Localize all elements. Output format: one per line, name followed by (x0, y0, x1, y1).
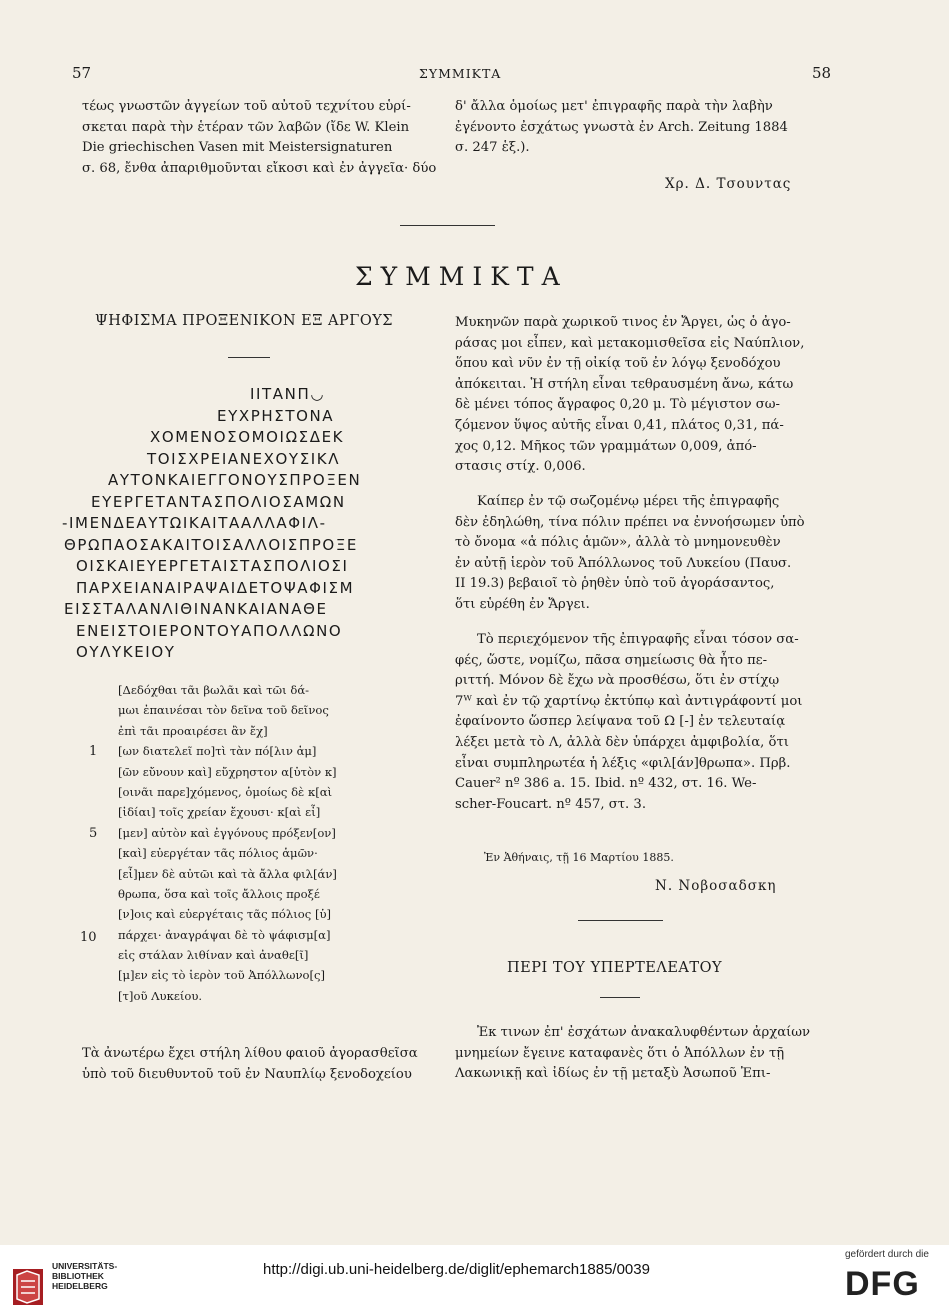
inscription-line: ΘΡΩΠΑΟΣΑΚΑΙΤΟΙΣΑΛΛΟΙΣΠΡΟΞΕ (64, 535, 358, 554)
transcription-line: [εἶ]μεν δὲ αὐτῶι καὶ τὰ ἄλλα φιλ[άν] (118, 866, 337, 881)
text-line: ἐν αὐτῇ ἱερὸν τοῦ Ἀπόλλωνος τοῦ Λυκείου (Παυσ. (455, 555, 792, 571)
library-name (52, 1261, 117, 1291)
transcription-line: [καὶ] εὐεργέταν τᾶς πόλιος ἁμῶν· (118, 846, 318, 861)
inscription-transcription (118, 680, 337, 1006)
text-line: Die griechischen Vasen mit Meistersignaturen (82, 140, 393, 156)
left-bottom-text (82, 1044, 418, 1085)
transcription-line: πάρχει· ἀναγράψαι δὲ τὸ ψάφισμ[α] (118, 927, 331, 942)
transcription-line: [Δεδόχθαι τᾶι βωλᾶι καὶ τῶι δά- (118, 683, 310, 697)
inscription-line: ΑΥΤΟΝΚΑΙΕΓΓΟΝΟΥΣΠΡΟΞΕΝ (108, 471, 362, 489)
transcription-line: εἰς στάλαν λιθίναν καὶ ἀναθε[ῖ] (118, 948, 309, 963)
text-line: scher-Foucart. nº 457, στ. 3. (455, 796, 647, 812)
text-line: εἶναι συμπληρωτέα ἡ λέξις «φιλ[άν]θρωπα». Πρβ. (455, 755, 791, 771)
right-paragraph-2 (455, 492, 805, 616)
section-rule (578, 920, 663, 921)
text-line: σκεται παρὰ τὴν ἑτέραν τῶν λαβῶν (ἴδε W. Klein (82, 119, 410, 135)
text-line: Ἐκ τινων ἐπ' ἐσχάτων ἀνακαλυφθέντων ἀρχαίων (477, 1025, 811, 1040)
text-line: ἐφαίνοντο ὥσπερ λείψανα τοῦ Ω [-] ἐν τελευταίᾳ (455, 714, 786, 730)
right-paragraph-1 (455, 313, 804, 478)
text-line: Cauer² nº 386 a. 15. Ibid. nº 432, στ. 16. We- (455, 776, 757, 792)
article2-title: ΠΕΡΙ ΤΟΥ ΥΠΕΡΤΕΛΕΑΤΟΥ (507, 960, 723, 976)
date-line: Ἐν Ἀθήναις, τῇ 16 Μαρτίου 1885. (484, 851, 674, 864)
line-number: 5 (89, 826, 98, 841)
text-line: δ' ἄλλα ὁμοίως μετ' ἐπιγραφῆς παρὰ τὴν λαβὴν (455, 99, 773, 114)
text-line: II 19.3) βεβαιοῖ τὸ ῥηθὲν ὑπὸ τοῦ ἀγοράσαντος, (455, 576, 775, 592)
text-line: ἀπόκειται. Ἡ στήλη εἶναι τεθραυσμένη ἄνω, κάτω (455, 376, 794, 392)
text-line: ζόμενον ὕψος αὐτῆς εἶναι 0,41, πλάτος 0,31, πά- (455, 417, 784, 433)
running-title: ΣΥΜΜΙΚΤΑ (419, 66, 502, 81)
inscription-line: ΧΟΜΕΝΟΣΟΜΟΙΩΣΔΕΚ (150, 428, 345, 446)
title-rule (600, 997, 640, 998)
text-line: φές, ὥστε, νομίζω, πᾶσα σημείωσις θὰ ἦτο πε- (455, 652, 768, 668)
article2-text (455, 1023, 810, 1085)
left-top-text (82, 97, 436, 179)
author-signature-1: Χρ. Δ. Τσουντας (665, 176, 792, 192)
inscription-line: ΠΑΡΧΕΙΑΝΑΙΡΑΨΑΙΔΕΤΟΨΑΦΙΣΜ (76, 578, 355, 597)
transcription-line: [ῶν εὔνουν καὶ] εὔχρηστον α[ὐτὸν κ] (118, 764, 337, 779)
inscription-facsimile (62, 384, 432, 664)
text-line: στασις στίχ. 0,006. (455, 459, 586, 475)
transcription-line: [οινᾶι παρε]χόμενος, ὁμοίως δὲ κ[αὶ (118, 784, 333, 799)
library-line: HEIDELBERG (52, 1281, 108, 1291)
inscription-line: ΙΙΤΑΝΠ◡ (250, 385, 326, 403)
inscription-line: ΕΙΣΣΤΑΛΑΝΛΙΘΙΝΑΝΚΑΙΑΝΑΘΕ (64, 600, 328, 618)
text-line: ὅπου καὶ νῦν ἐν τῇ οἰκίᾳ τοῦ ἐν λόγῳ ξενοδόχου (455, 356, 781, 372)
text-line: Λακωνικῇ καὶ ἰδίως ἐν τῇ μεταξὺ Ἀσωποῦ Ἐπι- (455, 1066, 771, 1082)
inscription-line: ΕΝΕΙΣΤΟΙΕΡΟΝΤΟΥΑΠΟΛΛΩΝΟ (76, 621, 343, 640)
transcription-line: [ἰδίαι] τοῖς χρείαν ἔχουσι· κ[αὶ εἶ] (118, 805, 321, 820)
inscription-line: ΟΙΣΚΑΙΕΥΕΡΓΕΤΑΙΣΤΑΣΠΟΛΙΟΣΙ (76, 557, 349, 575)
text-line: σ. 247 ἑξ.). (455, 140, 530, 156)
line-number: 10 (80, 930, 97, 945)
transcription-line: [ων διατελεῖ πο]τὶ τὰν πό[λιν ἁμ] (118, 744, 317, 759)
funded-by-label: gefördert durch die (845, 1249, 929, 1260)
text-line: Τὰ ἀνωτέρω ἔχει στήλη λίθου φαιοῦ ἀγορασθεῖσα (82, 1046, 418, 1061)
title-rule (228, 357, 270, 358)
transcription-line: [μεν] αὐτὸν καὶ ἐγγόνους πρόξεν[ον] (118, 825, 336, 840)
text-line: τὸ ὄνομα «ἁ πόλις ἁμῶν», ἀλλὰ τὸ μνημονευθὲν (455, 535, 781, 551)
transcription-line: ἐπὶ τᾶι προαιρέσει ἂν ἔχ] (118, 723, 268, 738)
inscription-line: ΕΥΧΡΗΣΤΟΝΑ (217, 406, 335, 425)
transcription-line: [μ]εν εἰς τὸ ἱερὸν τοῦ Ἀπόλλωνο[ς] (118, 968, 326, 983)
university-seal-icon (10, 1267, 46, 1307)
author-signature-2: Ν. Νοβοσαδσκη (655, 878, 777, 894)
article-title: ΨΗΦΙΣΜΑ ΠΡΟΞΕΝΙΚΟΝ ΕΞ ΑΡΓΟΥΣ (95, 313, 394, 329)
text-line: λέξει μετὰ τὸ Λ, ἀλλὰ δὲν ὑπάρχει ἀμφιβολία, ὅτι (455, 734, 789, 750)
inscription-line: -ΙΜΕΝΔΕΑΥΤΩΙΚΑΙΤΑΑΛΛΑΦΙΛ- (62, 514, 327, 532)
text-line: Τὸ περιεχόμενον τῆς ἐπιγραφῆς εἶναι τόσον σα- (477, 632, 799, 647)
page-number-right: 58 (812, 64, 832, 82)
inscription-line: ΕΥΕΡΓΕΤΑΝΤΑΣΠΟΛΙΟΣΑΜΩΝ (91, 492, 346, 511)
text-line: τέως γνωστῶν ἀγγείων τοῦ αὐτοῦ τεχνίτου εὑρί- (82, 99, 411, 114)
footer-bar (0, 1245, 949, 1310)
text-line: σ. 68, ἔνθα ἀπαριθμοῦνται εἴκοσι καὶ ἐν ἀγγεῖα· δύο (82, 160, 437, 176)
source-url-link[interactable]: http://digi.ub.uni-heidelberg.de/diglit/ephemarch1885/0039 (263, 1261, 650, 1278)
library-line: BIBLIOTHEK (52, 1271, 104, 1281)
text-line: ὅτι εὑρέθη ἐν Ἄργει. (455, 596, 590, 612)
text-line: ράσας μοι εἶπεν, καὶ μετακομισθεῖσα εἰς Ναύπλιον, (455, 335, 805, 351)
text-line: μνημείων ἔγεινε καταφανὲς ὅτι ὁ Ἀπόλλων ἐν τῇ (455, 1045, 785, 1061)
text-line: χος 0,12. Μῆκος τῶν γραμμάτων 0,009, ἀπό- (455, 438, 757, 454)
transcription-line: [τ]οῦ Λυκείου. (118, 988, 203, 1003)
library-line: UNIVERSITÄTS- (52, 1261, 118, 1271)
text-line: ὑπὸ τοῦ διευθυντοῦ τοῦ ἐν Ναυπλίῳ ξενοδοχείου (82, 1066, 412, 1082)
text-line: δὲ μένει τόπος ἄγραφος 0,20 μ. Τὸ μέγιστον σω- (455, 397, 780, 413)
transcription-line: θρωπα, ὅσα καὶ τοῖς ἄλλοις προξέ (118, 886, 320, 901)
right-paragraph-3 (455, 630, 802, 815)
text-line: ἐγένοντο ἐσχάτως γνωστὰ ἐν Arch. Zeitung 1884 (455, 119, 788, 135)
inscription-line: ΤΟΙΣΧΡΕΙΑΝΕΧΟΥΣΙΚΛ (147, 449, 341, 468)
section-title: ΣΥΜΜΙΚΤΑ (355, 262, 568, 291)
text-line: Μυκηνῶν παρὰ χωρικοῦ τινος ἐν Ἄργει, ὡς ὁ ἀγο- (455, 315, 791, 330)
text-line: 7ᵂ καὶ ἐν τῷ χαρτίνῳ ἐκτύπῳ καὶ ἀντιγράφοντί μοι (455, 693, 803, 709)
text-line: ριττή. Μόνον δὲ ἔχω νὰ προσθέσω, ὅτι ἐν στίχῳ (455, 673, 780, 689)
dfg-logo: DFG (845, 1265, 920, 1303)
text-line: δὲν ἐδηλώθη, τίνα πόλιν πρέπει να ἐννοήσωμεν ὑπὸ (455, 514, 805, 530)
transcription-line: [ν]οις καὶ εὐεργέταις τᾶς πόλιος [ὑ] (118, 907, 332, 922)
right-top-text (455, 97, 788, 159)
text-line: Καίπερ ἐν τῷ σωζομένῳ μέρει τῆς ἐπιγραφῆς (477, 494, 780, 509)
section-rule (400, 225, 495, 226)
page-number-left: 57 (72, 64, 92, 82)
line-number: 1 (89, 744, 98, 759)
inscription-line: ΟΥΛΥΚΕΙΟΥ (76, 643, 176, 661)
transcription-line: μωι ἐπαινέσαι τὸν δεῖνα τοῦ δεῖνος (118, 703, 329, 718)
